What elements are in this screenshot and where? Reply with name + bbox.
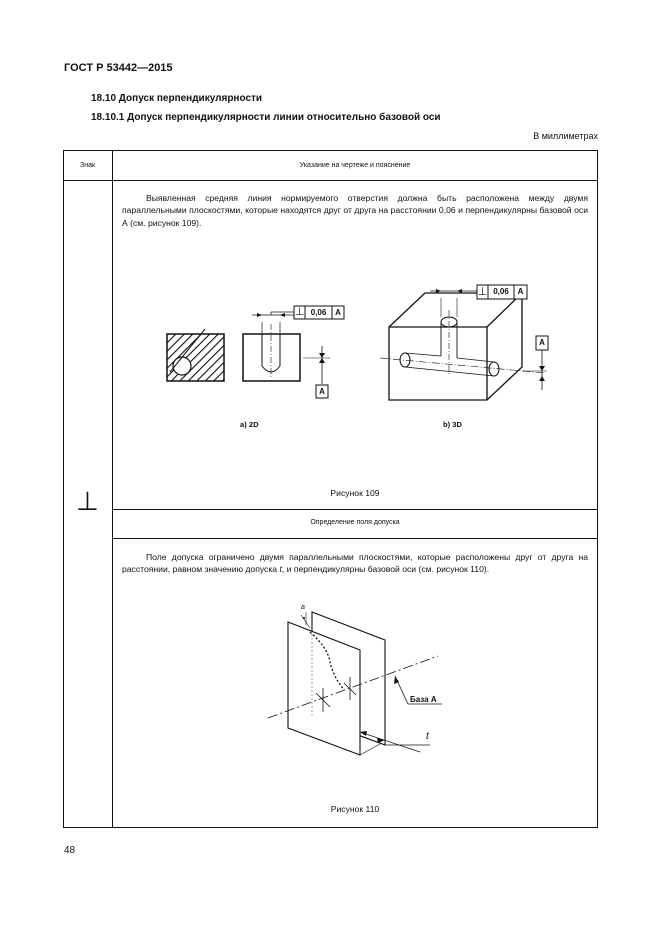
point-a-label: a [301,604,305,611]
frame-symbol-2d: ⊥ [294,306,305,318]
section-title: 18.10 Допуск перпендикулярности [91,93,263,104]
tolerance-dimension [360,731,430,755]
perpendicularity-symbol: ⊥ [76,486,99,516]
tolerance-planes [288,612,385,755]
subsection-title: 18.10.1 Допуск перпендикулярности линии относительно базовой оси [91,112,441,123]
datum-a-label: База А [410,695,437,704]
label-2d: a) 2D [240,420,259,429]
datum-ref-3d: A [517,287,524,296]
description-text: Выявленная средняя линия нормируемого отверстия должна быть расположена между двумя параллельными плоскостями, которые находятся друг от друга на расстоянии 0,06 и перпендикулярны базовой оси А (см. рисунок 109). [122,193,588,228]
zone-text-variable: t [279,564,282,575]
label-3d: b) 3D [443,420,462,429]
figure-109-caption: Рисунок 109 [330,488,380,498]
column-header-description: Указание на чертеже и пояснение [299,162,411,169]
column-header-sign: Знак [79,162,96,169]
document-header: ГОСТ Р 53442—2015 [64,62,173,74]
tolerance-value-2d: 0,06 [310,308,327,317]
frame-symbol-3d: ⊥ [477,286,488,298]
tolerance-t-label: t [426,731,429,742]
units-note: В миллиметрах [533,131,598,141]
zone-text-part1: Поле допуска ограничено двумя параллельными плоскостями, которые расположены друг от друга на расстоянии, равном значению допуска [122,552,588,575]
datum-label-2d: A [319,387,325,396]
zone-text-part2: , и перпендикулярны базовой оси (см. рисунок 110). [281,564,490,575]
page-number: 48 [64,845,76,856]
zone-header: Определение поля допуска [310,519,400,526]
datum-label-3d: A [539,338,545,347]
figure-110-caption: Рисунок 110 [330,804,380,814]
tolerance-value-3d: 0,06 [493,287,509,296]
datum-ref-2d: A [335,308,341,317]
